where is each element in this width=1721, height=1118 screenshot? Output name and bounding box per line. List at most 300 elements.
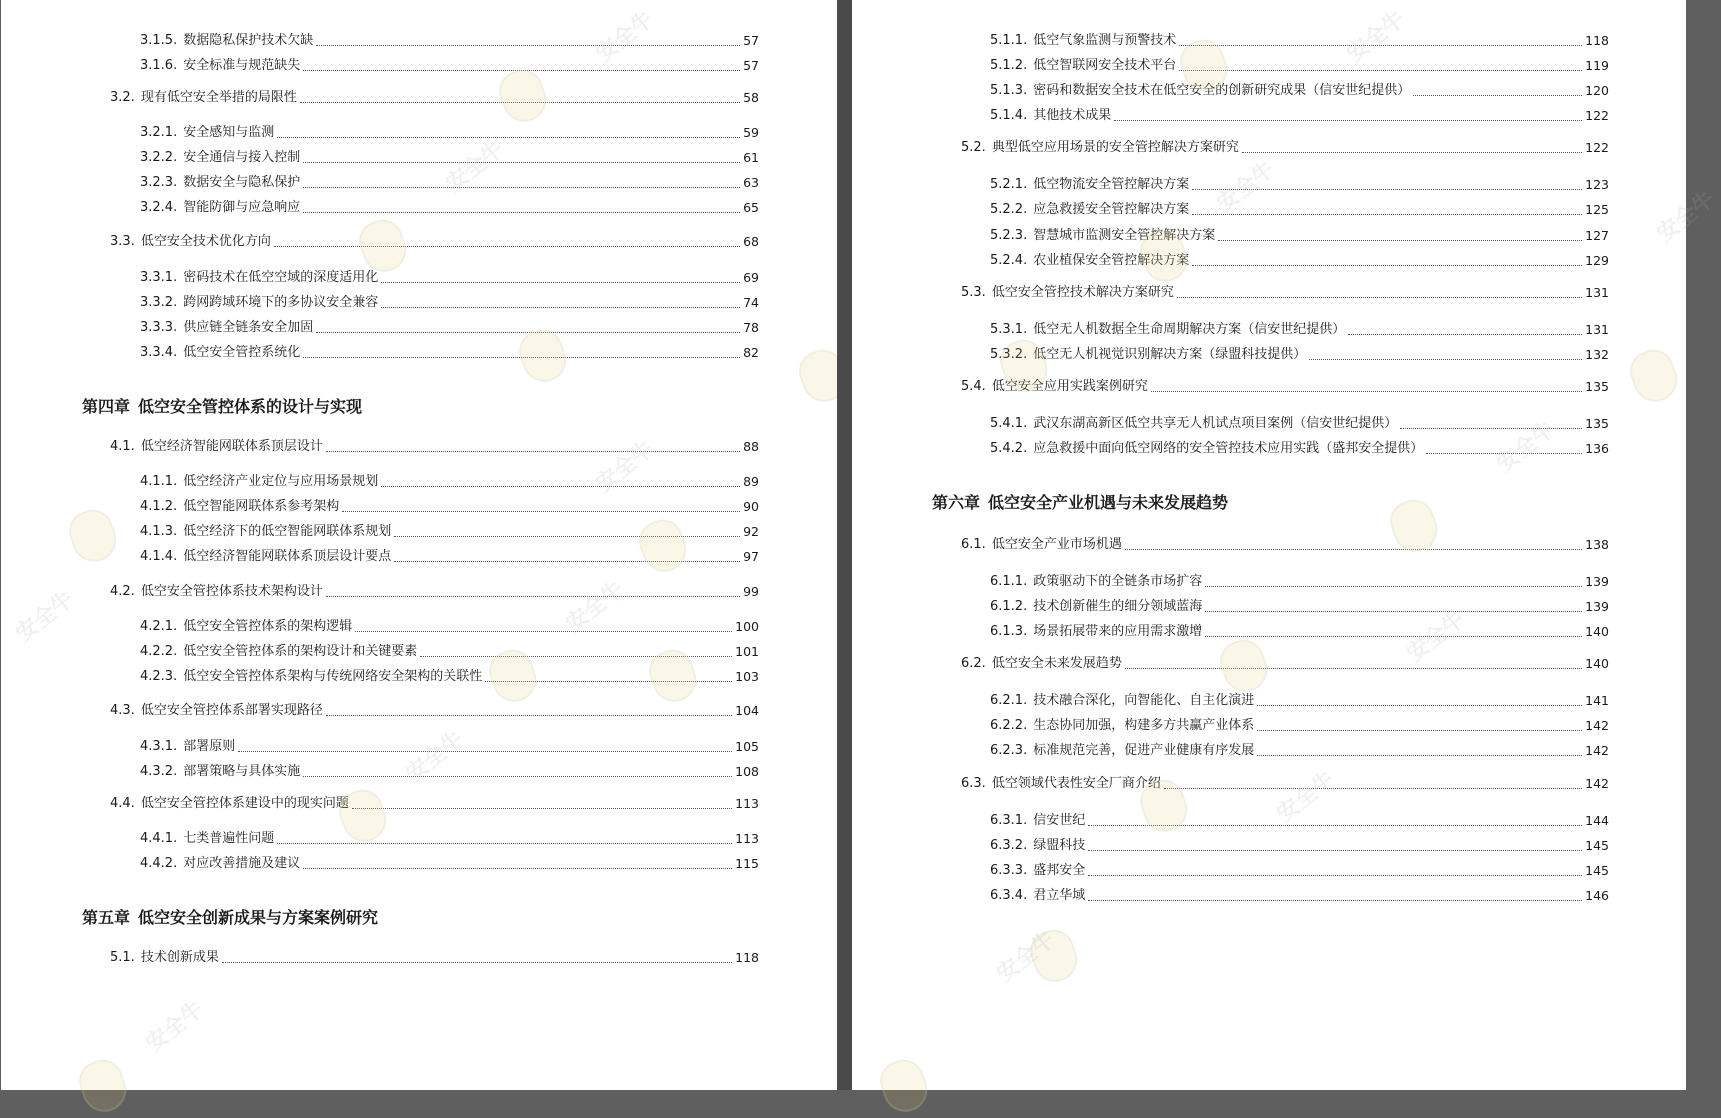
dot-leader [1257,754,1582,756]
toc-entry-number: 5.4.2. [990,441,1028,456]
toc-entry-number: 6.3.2. [990,838,1028,853]
toc-entry-title: 安全标准与规范缺失 [183,58,301,73]
watermark-text: 安全牛 [591,436,659,498]
watermark-text: 安全牛 [1492,416,1560,478]
toc-entry-number: 3.2.4. [140,200,178,215]
toc-entry-page-number: 68 [743,234,759,249]
dot-leader [1151,390,1582,392]
dot-leader [381,485,740,487]
dot-leader [303,161,740,163]
toc-entry-title: 技术融合深化，向智能化、自主化演进 [1033,693,1255,708]
toc-subsection-entry[interactable] [990,414,1609,434]
toc-subsection-entry[interactable] [990,836,1609,856]
toc-subsection-entry[interactable] [990,251,1609,271]
toc-entry-title: 低空安全管控体系部署实现路径 [140,703,323,718]
toc-entry-page-number: 129 [1585,253,1609,268]
dot-leader [1309,358,1582,360]
toc-entry-page-number: 99 [743,584,759,599]
toc-entry-number: 6.1. [961,537,986,552]
watermark-text: 安全牛 [441,136,509,198]
toc-entry-title: 现有低空安全举措的局限性 [140,90,297,105]
toc-entry-number: 6.3. [961,776,986,791]
dot-leader [238,750,732,752]
toc-entry-number: 3.3.1. [140,270,178,285]
dot-leader [303,867,732,869]
toc-entry-title: 低空无人机视觉识别解决方案（绿盟科技提供） [1033,347,1307,362]
toc-entry-number: 6.3.1. [990,813,1028,828]
toc-entry-page-number: 74 [743,295,759,310]
toc-entry-page-number: 59 [743,125,759,140]
toc-entry-title: 标准规范完善，促进产业健康有序发展 [1033,743,1255,758]
chapter-title: 低空安全创新成果与方案案例研究 [138,908,379,927]
dot-leader [1192,188,1582,190]
toc-subsection-entry[interactable] [140,198,759,218]
toc-entry-title: 信安世纪 [1033,813,1086,828]
toc-entry-number: 4.3. [110,703,135,718]
dot-leader [303,356,740,358]
dot-leader [1125,548,1582,550]
watermark-text: 安全牛 [401,726,469,788]
dot-leader [1205,635,1582,637]
watermark-shield-icon [874,1054,933,1118]
toc-entry-page-number: 140 [1585,624,1609,639]
dot-leader [1257,704,1582,706]
dot-leader [381,281,740,283]
toc-entry-title: 低空智联网安全技术平台 [1033,58,1177,73]
toc-entry-page-number: 144 [1585,813,1609,828]
toc-entry-title: 低空经济智能网联体系顶层设计要点 [183,549,392,564]
toc-entry-page-number: 141 [1585,693,1609,708]
toc-entry-title: 低空物流安全管控解决方案 [1033,177,1190,192]
toc-entry-title: 七类普遍性问题 [183,831,275,846]
toc-subsection-entry[interactable] [140,642,759,662]
toc-subsection-entry[interactable] [140,829,759,849]
toc-entry-title: 低空安全管控体系技术架构设计 [140,584,323,599]
toc-entry-page-number: 138 [1585,537,1609,552]
toc-entry-number: 3.2. [110,90,135,105]
toc-entry-number: 5.3. [961,285,986,300]
toc-subsection-entry[interactable] [990,861,1609,881]
toc-entry-title: 部署策略与具体实施 [183,764,301,779]
toc-entry-title: 智慧城市监测安全管控解决方案 [1033,228,1216,243]
toc-entry-page-number: 101 [735,644,759,659]
toc-entry-page-number: 78 [743,320,759,335]
dot-leader [381,306,740,308]
toc-entry-number: 5.2.2. [990,202,1028,217]
toc-entry-page-number: 57 [743,58,759,73]
watermark-text: 安全牛 [1402,606,1470,668]
toc-entry-page-number: 132 [1585,347,1609,362]
toc-entry-page-number: 92 [743,524,759,539]
toc-subsection-entry[interactable] [990,320,1609,340]
toc-page-right [852,0,1720,1090]
toc-subsection-entry[interactable] [140,472,759,492]
toc-subsection-entry[interactable] [140,123,759,143]
toc-subsection-entry[interactable] [140,854,759,874]
toc-section-entry[interactable] [961,377,1609,397]
toc-entry-page-number: 119 [1585,58,1609,73]
toc-entry-title: 对应改善措施及建议 [183,856,301,871]
toc-entry-number: 4.1.3. [140,524,178,539]
toc-entry-number: 5.2. [961,140,986,155]
toc-entry-title: 智能防御与应急响应 [183,200,301,215]
toc-subsection-entry[interactable] [140,148,759,168]
toc-entry-number: 4.4. [110,796,135,811]
watermark-text: 安全牛 [1652,186,1720,248]
dot-leader [1164,787,1582,789]
dot-leader [326,595,740,597]
toc-section-entry[interactable] [110,437,759,457]
chapter-number: 第六章 [932,493,981,512]
toc-subsection-entry[interactable] [140,268,759,288]
toc-entry-page-number: 108 [735,764,759,779]
toc-subsection-entry[interactable] [140,617,759,637]
toc-subsection-entry[interactable] [140,497,759,517]
toc-entry-title: 典型低空应用场景的安全管控解决方案研究 [991,140,1239,155]
dot-leader [274,245,740,247]
toc-entry-page-number: 82 [743,345,759,360]
toc-entry-page-number: 97 [743,549,759,564]
toc-entry-title: 低空安全管控体系建设中的现实问题 [140,796,349,811]
toc-subsection-entry[interactable] [140,667,759,687]
dot-leader [277,136,740,138]
toc-entry-title: 低空安全产业市场机遇 [991,537,1122,552]
toc-entry-page-number: 105 [735,739,759,754]
dot-leader [485,680,732,682]
toc-entry-title: 农业植保安全管控解决方案 [1033,253,1190,268]
toc-entry-page-number: 142 [1585,718,1609,733]
toc-subsection-entry[interactable] [140,293,759,313]
toc-subsection-entry[interactable] [990,106,1609,126]
toc-entry-title: 供应链全链条安全加固 [183,320,314,335]
toc-entry-page-number: 142 [1585,743,1609,758]
toc-section-entry[interactable] [961,283,1609,303]
toc-entry-page-number: 118 [735,950,759,965]
toc-entry-number: 3.2.1. [140,125,178,140]
toc-section-entry[interactable] [110,88,759,108]
toc-entry-title: 应急救援中面向低空网络的安全管控技术应用实践（盛邦安全提供） [1033,441,1424,456]
toc-entry-page-number: 120 [1585,83,1609,98]
toc-entry-page-number: 57 [743,33,759,48]
toc-entry-number: 5.2.3. [990,228,1028,243]
toc-subsection-entry[interactable] [140,318,759,338]
toc-section-entry[interactable] [961,138,1609,158]
toc-entry-number: 5.2.1. [990,177,1028,192]
dot-leader [342,510,740,512]
toc-entry-page-number: 131 [1585,322,1609,337]
toc-page-left [1,0,837,1090]
toc-entry-page-number: 145 [1585,863,1609,878]
watermark-shield-icon [73,1054,132,1118]
toc-entry-title: 政策驱动下的全链条市场扩容 [1033,574,1203,589]
toc-entry-title: 武汉东湖高新区低空共享无人机试点项目案例（信安世纪提供） [1033,416,1398,431]
toc-entry-number: 4.3.2. [140,764,178,779]
toc-entry-title: 低空领域代表性安全厂商介绍 [991,776,1161,791]
toc-entry-number: 5.3.1. [990,322,1028,337]
toc-entry-title: 安全通信与接入控制 [183,150,301,165]
toc-subsection-entry[interactable] [990,345,1609,365]
toc-entry-number: 6.2.3. [990,743,1028,758]
toc-entry-number: 5.4. [961,379,986,394]
toc-entry-page-number: 118 [1585,33,1609,48]
dot-leader [1177,296,1582,298]
watermark-text: 安全牛 [1342,6,1410,68]
toc-entry-title: 低空经济产业定位与应用场景规划 [183,474,379,489]
chapter-number: 第五章 [82,908,131,927]
toc-entry-page-number: 139 [1585,574,1609,589]
toc-entry-title: 低空经济下的低空智能网联体系规划 [183,524,392,539]
toc-subsection-entry[interactable] [140,343,759,363]
toc-entry-number: 3.3.2. [140,295,178,310]
toc-entry-title: 低空安全应用实践案例研究 [991,379,1148,394]
toc-subsection-entry[interactable] [140,522,759,542]
watermark-text: 安全牛 [1272,766,1340,828]
toc-subsection-entry[interactable] [140,56,759,76]
toc-entry-title: 部署原则 [183,739,236,754]
toc-entry-number: 5.4.1. [990,416,1028,431]
toc-subsection-entry[interactable] [990,81,1609,101]
toc-entry-number: 5.2.4. [990,253,1028,268]
dot-leader [1192,264,1582,266]
toc-entry-page-number: 142 [1585,776,1609,791]
watermark-text: 安全牛 [561,576,629,638]
toc-entry-page-number: 127 [1585,228,1609,243]
toc-entry-title: 其他技术成果 [1033,108,1112,123]
toc-section-entry[interactable] [961,774,1609,794]
toc-entry-title: 低空无人机数据全生命周期解决方案（信安世纪提供） [1033,322,1346,337]
toc-entry-number: 4.1.1. [140,474,178,489]
toc-chapter-heading[interactable] [82,395,362,419]
toc-entry-page-number: 146 [1585,888,1609,903]
toc-entry-number: 6.1.1. [990,574,1028,589]
toc-entry-number: 5.1.3. [990,83,1028,98]
toc-entry-number: 5.3.2. [990,347,1028,362]
dot-leader [303,186,740,188]
toc-subsection-entry[interactable] [990,226,1609,246]
toc-entry-number: 4.3.1. [140,739,178,754]
toc-entry-number: 6.3.3. [990,863,1028,878]
toc-entry-page-number: 88 [743,439,759,454]
toc-chapter-heading[interactable] [82,906,378,930]
toc-entry-page-number: 135 [1585,379,1609,394]
dot-leader [277,842,732,844]
toc-entry-number: 4.4.1. [140,831,178,846]
dot-leader [420,655,732,657]
chapter-title: 低空安全管控体系的设计与实现 [138,397,363,416]
toc-entry-title: 安全感知与监测 [183,125,275,140]
dot-leader [1426,452,1582,454]
dot-leader [316,331,740,333]
toc-subsection-entry[interactable] [140,547,759,567]
toc-subsection-entry[interactable] [990,716,1609,736]
dot-leader [303,775,732,777]
toc-section-entry[interactable] [110,232,759,252]
toc-entry-number: 5.1. [110,950,135,965]
toc-entry-title: 君立华域 [1033,888,1086,903]
watermark-text: 安全牛 [11,586,79,648]
dot-leader [394,535,740,537]
dot-leader [1242,151,1582,153]
toc-entry-title: 低空气象监测与预警技术 [1033,33,1177,48]
toc-entry-number: 6.1.3. [990,624,1028,639]
toc-entry-number: 3.2.2. [140,150,178,165]
toc-entry-page-number: 131 [1585,285,1609,300]
dot-leader [1088,824,1582,826]
toc-entry-page-number: 89 [743,474,759,489]
toc-subsection-entry[interactable] [990,597,1609,617]
toc-entry-number: 6.1.2. [990,599,1028,614]
toc-entry-number: 5.1.2. [990,58,1028,73]
dot-leader [300,101,740,103]
dot-leader [1218,239,1582,241]
dot-leader [303,211,740,213]
toc-chapter-heading[interactable] [932,491,1228,515]
toc-subsection-entry[interactable] [140,173,759,193]
chapter-title: 低空安全产业机遇与未来发展趋势 [988,493,1229,512]
toc-entry-title: 低空经济智能网联体系顶层设计 [140,439,323,454]
dot-leader [355,630,732,632]
toc-entry-page-number: 113 [735,831,759,846]
dot-leader [303,69,740,71]
toc-entry-number: 3.1.6. [140,58,178,73]
toc-section-entry[interactable] [110,794,759,814]
toc-entry-page-number: 140 [1585,656,1609,671]
toc-entry-title: 数据安全与隐私保护 [183,175,301,190]
dot-leader [1088,874,1582,876]
toc-entry-number: 4.1.2. [140,499,178,514]
toc-entry-number: 4.2.2. [140,644,178,659]
toc-entry-title: 绿盟科技 [1033,838,1086,853]
toc-entry-number: 6.3.4. [990,888,1028,903]
toc-subsection-entry[interactable] [990,886,1609,906]
toc-subsection-entry[interactable] [990,56,1609,76]
toc-entry-number: 3.3.4. [140,345,178,360]
dot-leader [1205,610,1582,612]
toc-entry-title: 跨网跨域环境下的多协议安全兼容 [183,295,379,310]
toc-entry-title: 低空安全管控体系的架构逻辑 [183,619,353,634]
dot-leader [1088,899,1582,901]
watermark-text: 安全牛 [591,6,659,68]
toc-section-entry[interactable] [110,948,759,968]
toc-subsection-entry[interactable] [990,200,1609,220]
toc-entry-page-number: 123 [1585,177,1609,192]
toc-section-entry[interactable] [110,582,759,602]
toc-entry-page-number: 58 [743,90,759,105]
toc-subsection-entry[interactable] [140,737,759,757]
toc-entry-title: 低空安全管控体系架构与传统网络安全架构的关联性 [183,669,483,684]
toc-entry-number: 3.3. [110,234,135,249]
toc-entry-page-number: 90 [743,499,759,514]
toc-entry-number: 4.1. [110,439,135,454]
toc-entry-title: 低空安全未来发展趋势 [991,656,1122,671]
dot-leader [1400,427,1582,429]
dot-leader [1125,667,1582,669]
toc-subsection-entry[interactable] [990,691,1609,711]
toc-entry-page-number: 122 [1585,108,1609,123]
toc-entry-number: 5.1.1. [990,33,1028,48]
toc-entry-number: 6.2.1. [990,693,1028,708]
toc-entry-page-number: 145 [1585,838,1609,853]
toc-entry-page-number: 100 [735,619,759,634]
page-gap [837,0,852,1090]
dot-leader [326,450,740,452]
dot-leader [1348,333,1582,335]
toc-entry-number: 3.1.5. [140,33,178,48]
dot-leader [352,807,732,809]
toc-entry-title: 低空安全管控系统化 [183,345,301,360]
toc-entry-title: 技术创新成果 [140,950,219,965]
toc-entry-title: 低空安全技术优化方向 [140,234,271,249]
toc-entry-page-number: 104 [735,703,759,718]
toc-entry-number: 5.1.4. [990,108,1028,123]
dot-leader [316,44,740,46]
toc-entry-page-number: 61 [743,150,759,165]
toc-entry-page-number: 122 [1585,140,1609,155]
toc-entry-page-number: 113 [735,796,759,811]
toc-subsection-entry[interactable] [990,741,1609,761]
toc-entry-page-number: 65 [743,200,759,215]
toc-subsection-entry[interactable] [990,175,1609,195]
toc-entry-page-number: 136 [1585,441,1609,456]
toc-entry-number: 4.4.2. [140,856,178,871]
toc-entry-number: 3.2.3. [140,175,178,190]
toc-subsection-entry[interactable] [140,762,759,782]
toc-section-entry[interactable] [961,535,1609,555]
toc-entry-number: 6.2. [961,656,986,671]
dot-leader [1413,94,1582,96]
toc-section-entry[interactable] [110,701,759,721]
dot-leader [1192,213,1582,215]
watermark-shield-icon [1024,924,1083,988]
toc-entry-number: 4.1.4. [140,549,178,564]
toc-entry-title: 低空安全管控技术解决方案研究 [991,285,1174,300]
toc-entry-title: 生态协同加强，构建多方共赢产业体系 [1033,718,1255,733]
toc-section-entry[interactable] [961,654,1609,674]
toc-subsection-entry[interactable] [990,622,1609,642]
toc-entry-title: 数据隐私保护技术欠缺 [183,33,314,48]
toc-entry-number: 4.2. [110,584,135,599]
toc-subsection-entry[interactable] [990,811,1609,831]
dot-leader [1114,119,1582,121]
toc-entry-title: 应急救援安全管控解决方案 [1033,202,1190,217]
toc-entry-page-number: 103 [735,669,759,684]
toc-entry-title: 密码和数据安全技术在低空安全的创新研究成果（信安世纪提供） [1033,83,1411,98]
toc-entry-number: 4.2.3. [140,669,178,684]
watermark-text: 安全牛 [141,996,209,1058]
dot-leader [1257,729,1582,731]
toc-entry-page-number: 63 [743,175,759,190]
toc-subsection-entry[interactable] [990,31,1609,51]
dot-leader [394,560,740,562]
toc-subsection-entry[interactable] [990,439,1609,459]
dot-leader [1088,849,1582,851]
toc-entry-number: 4.2.1. [140,619,178,634]
dot-leader [1179,69,1582,71]
dot-leader [222,961,732,963]
dot-leader [1179,44,1582,46]
chapter-number: 第四章 [82,397,131,416]
toc-entry-page-number: 115 [735,856,759,871]
toc-subsection-entry[interactable] [140,31,759,51]
watermark-text: 安全牛 [1212,156,1280,218]
watermark-shield-icon [1624,344,1683,408]
toc-entry-number: 6.2.2. [990,718,1028,733]
toc-entry-title: 技术创新催生的细分领域蓝海 [1033,599,1203,614]
toc-subsection-entry[interactable] [990,572,1609,592]
toc-entry-page-number: 135 [1585,416,1609,431]
toc-entry-page-number: 125 [1585,202,1609,217]
toc-entry-page-number: 69 [743,270,759,285]
